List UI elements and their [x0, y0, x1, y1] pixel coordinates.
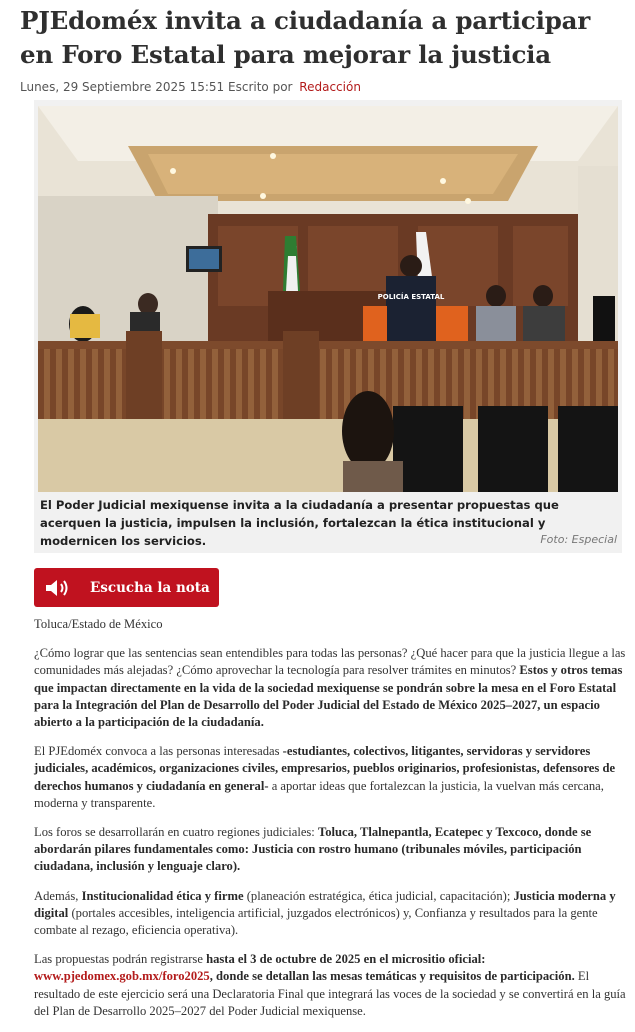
written-by-label: Escrito por — [228, 80, 293, 94]
listen-button[interactable] — [34, 568, 219, 607]
article-paragraph: Los foros se desarrollarán en cuatro regiones judiciales: Toluca, Tlalnepantla, Ecatepec y Texcoco, donde se abordarán pilares fundamentales como: Justicia con rostro humano (tribunales móviles, participación ciudadana, inclusión y lenguaje claro). — [34, 825, 592, 874]
publish-date: Lunes, 29 Septiembre 2025 15:51 — [20, 80, 225, 94]
image-credit: Foto: Especial — [540, 533, 617, 546]
article-location: Toluca/Estado de México — [34, 617, 163, 631]
article-meta — [0, 72, 635, 102]
article-paragraph: ¿Cómo lograr que las sentencias sean entendibles para todas las personas? ¿Qué hacer para que la justicia llegue a las comunidades más alejadas? ¿Cómo aprovechar la tecnología para resolver trámites en minutos? Estos y otros temas que impactan directamente en la vida de la sociedad mexiquense se pondrán sobre la mesa en el Foro Estatal para la Integración del Plan de Desarrollo del Poder Judicial del Estado de México 2025–2027, un espacio abierto a la participación de la ciudadanía. — [34, 646, 626, 730]
listen-button-label: Escucha la nota — [90, 579, 210, 596]
article-figure — [34, 100, 622, 553]
article-title: PJEdoméx invita a ciudadanía a participar en Foro Estatal para mejorar la justicia — [20, 6, 591, 69]
author-link[interactable]: Redacción — [299, 80, 361, 94]
microsite-link[interactable]: www.pjedomex.gob.mx/foro2025 — [34, 969, 210, 984]
article-paragraph: Las propuestas podrán registrarse hasta el 3 de octubre de 2025 en el micrositio oficial: www.pjedomex.gob.mx/foro2025, donde se detallan las mesas temáticas y requisitos de participación. El resultado de este ejercicio será una Declaratoria Final que integrará las voces de la sociedad y se convertirá en la guía del Plan de Desarrollo 2025–2027 del Poder Judicial mexiquense. — [34, 952, 626, 1018]
courtroom-photo — [38, 106, 618, 492]
article-paragraph: Además, Institucionalidad ética y firme (planeación estratégica, ética judicial, capacitación); Justicia moderna y digital (portales accesibles, inteligencia artificial, juzgados electrónicos) y, Confianza y resultados para la gente combate al rezago, eficiencia operativa). — [34, 888, 616, 938]
image-caption: El Poder Judicial mexiquense invita a la ciudadanía a presentar propuestas que acerquen la justicia, impulsen la inclusión, fortalezcan la ética institucional y modernicen los servicios. — [40, 498, 559, 548]
article-paragraph: El PJEdoméx convoca a las personas interesadas -estudiantes, colectivos, litigantes, servidoras y servidores judiciales, académicos, organizaciones civiles, empresarios, pueblos originarios, profesionistas, defensores de derechos humanos y ciudadanía en general- a aportar ideas que fortalezcan la justicia, la vuelvan más cercana, moderna y transparente. — [34, 744, 616, 810]
photo-signage-text: POLICÍA ESTATAL — [377, 293, 445, 301]
article-body — [34, 616, 626, 1032]
speaker-icon — [44, 578, 72, 598]
